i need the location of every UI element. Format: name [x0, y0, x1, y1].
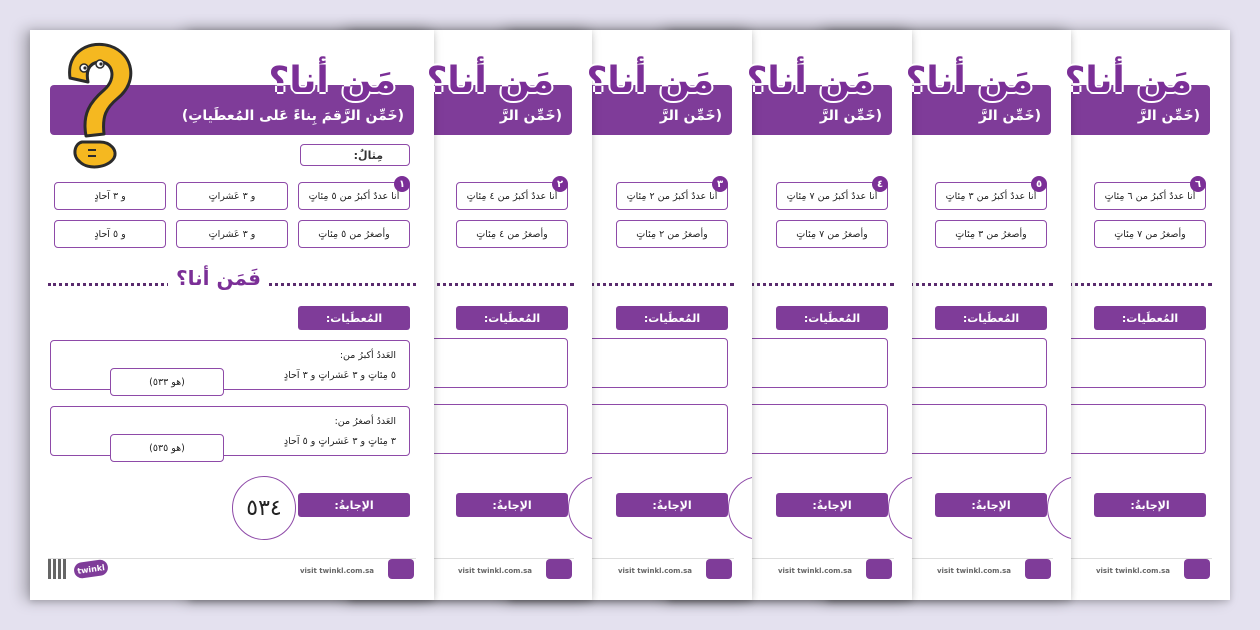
- clue-less: وأصغرُ من ٥ مِئاتٍ: [298, 220, 410, 248]
- page-subtitle: (خَمِّن الرَّ: [1137, 108, 1200, 124]
- givens-1-line-1: العَددُ أكبرُ من:: [339, 350, 396, 361]
- clue-greater: أنا عددٌ أكبرُ من ٣ مِئاتٍ: [935, 182, 1047, 210]
- page-title: مَن أنا؟: [746, 60, 874, 101]
- answer-label: الإجابةُ:: [298, 493, 410, 517]
- answer-circle: [888, 476, 912, 540]
- givens-1-hint: (هو ٥٣٣): [110, 368, 224, 396]
- page-title: مَن أنا؟: [905, 60, 1033, 101]
- clue-tens-1: و ٣ عَشراتٍ: [176, 182, 288, 210]
- page-subtitle: (خَمِّن الرَّقمَ بِناءً عَلى المُعطَياتِ): [181, 108, 404, 124]
- footer-url: visit twinkl.com.sa: [777, 567, 852, 575]
- clue-greater: أنا عددٌ أكبرُ من ٤ مِئاتٍ: [456, 182, 568, 210]
- answer-circle: ٥٣٤: [232, 476, 296, 540]
- givens-box-1: [50, 340, 410, 390]
- clue-tens-2: و ٣ عَشراتٍ: [176, 220, 288, 248]
- question-number: ٣: [712, 176, 728, 192]
- page-subtitle: (خَمِّن الرَّ: [499, 108, 562, 124]
- question-number: ٦: [1190, 176, 1206, 192]
- clue-greater: أنا عددٌ أكبرُ من ٢ مِئاتٍ: [616, 182, 728, 210]
- page-subtitle: (خَمِّن الرَّ: [659, 108, 722, 124]
- page-title: مَن أنا؟: [1064, 60, 1192, 101]
- answer-circle: [568, 476, 592, 540]
- page-title: مَن أنا؟: [426, 60, 554, 101]
- givens-2-line-2: ٣ مِئاتٍ و ٣ عَشراتٍ و ٥ آحادٍ: [283, 436, 396, 447]
- clue-less: وأصغرُ من ٤ مِئاتٍ: [456, 220, 568, 248]
- answer-label: الإجابةُ:: [935, 493, 1047, 517]
- worksheet-1: [30, 30, 434, 600]
- answer-circle: [728, 476, 752, 540]
- footer-logo: [546, 559, 572, 579]
- qr-code-icon: [48, 559, 68, 579]
- clue-less: وأصغرُ من ٣ مِئاتٍ: [935, 220, 1047, 248]
- givens-label: المُعطَيات:: [298, 306, 410, 330]
- answer-label: الإجابةُ:: [456, 493, 568, 517]
- clue-less: وأصغرُ من ٢ مِئاتٍ: [616, 220, 728, 248]
- footer-logo: [1184, 559, 1210, 579]
- footer-logo: [706, 559, 732, 579]
- page-subtitle: (خَمِّن الرَّ: [978, 108, 1041, 124]
- answer-label: الإجابةُ:: [1094, 493, 1206, 517]
- footer-logo: [866, 559, 892, 579]
- clue-ones-2: و ٥ آحادٍ: [54, 220, 166, 248]
- footer-url: visit twinkl.com.sa: [936, 567, 1011, 575]
- footer-url: visit twinkl.com.sa: [457, 567, 532, 575]
- footer-logo: [1025, 559, 1051, 579]
- clue-greater: أنا عددٌ أكبرُ من ٦ مِئاتٍ: [1094, 182, 1206, 210]
- question-number: ٥: [1031, 176, 1047, 192]
- question-number: ٢: [552, 176, 568, 192]
- clue-ones-1: و ٣ آحادٍ: [54, 182, 166, 210]
- givens-1-line-2: ٥ مِئاتٍ و ٣ عَشراتٍ و ٣ آحادٍ: [283, 370, 396, 381]
- footer-url: visit twinkl.com.sa: [1095, 567, 1170, 575]
- givens-label: المُعطَيات:: [616, 306, 728, 330]
- page-title: مَن أنا؟: [586, 60, 714, 101]
- question-number: ١: [394, 176, 410, 192]
- givens-label: المُعطَيات:: [1094, 306, 1206, 330]
- clue-greater: أنا عددٌ أكبرُ من ٥ مِئاتٍ: [298, 182, 410, 210]
- givens-2-line-1: العَددُ أصغرُ من:: [334, 416, 396, 427]
- givens-label: المُعطَيات:: [456, 306, 568, 330]
- footer-logo: [388, 559, 414, 579]
- clue-greater: أنا عددٌ أكبرُ من ٧ مِئاتٍ: [776, 182, 888, 210]
- givens-2-hint: (هو ٥٣٥): [110, 434, 224, 462]
- answer-label: الإجابةُ:: [616, 493, 728, 517]
- clue-less: وأصغرُ من ٧ مِئاتٍ: [776, 220, 888, 248]
- question-mark-icon: [52, 38, 142, 178]
- question-number: ٤: [872, 176, 888, 192]
- footer-url: visit twinkl.com.sa: [617, 567, 692, 575]
- twinkl-logo: twinkl: [73, 559, 109, 580]
- givens-label: المُعطَيات:: [776, 306, 888, 330]
- clue-less: وأصغرُ من ٧ مِئاتٍ: [1094, 220, 1206, 248]
- answer-circle: [1047, 476, 1071, 540]
- givens-box-2: [50, 406, 410, 456]
- who-am-i-heading: فَمَن أنا؟: [168, 266, 269, 290]
- answer-label: الإجابةُ:: [776, 493, 888, 517]
- page-subtitle: (خَمِّن الرَّ: [819, 108, 882, 124]
- footer-divider: [48, 558, 416, 559]
- page-title: مَن أنا؟: [268, 60, 396, 101]
- example-label: مِثالٌ:: [300, 144, 410, 166]
- givens-label: المُعطَيات:: [935, 306, 1047, 330]
- footer-url: visit twinkl.com.sa: [299, 567, 374, 575]
